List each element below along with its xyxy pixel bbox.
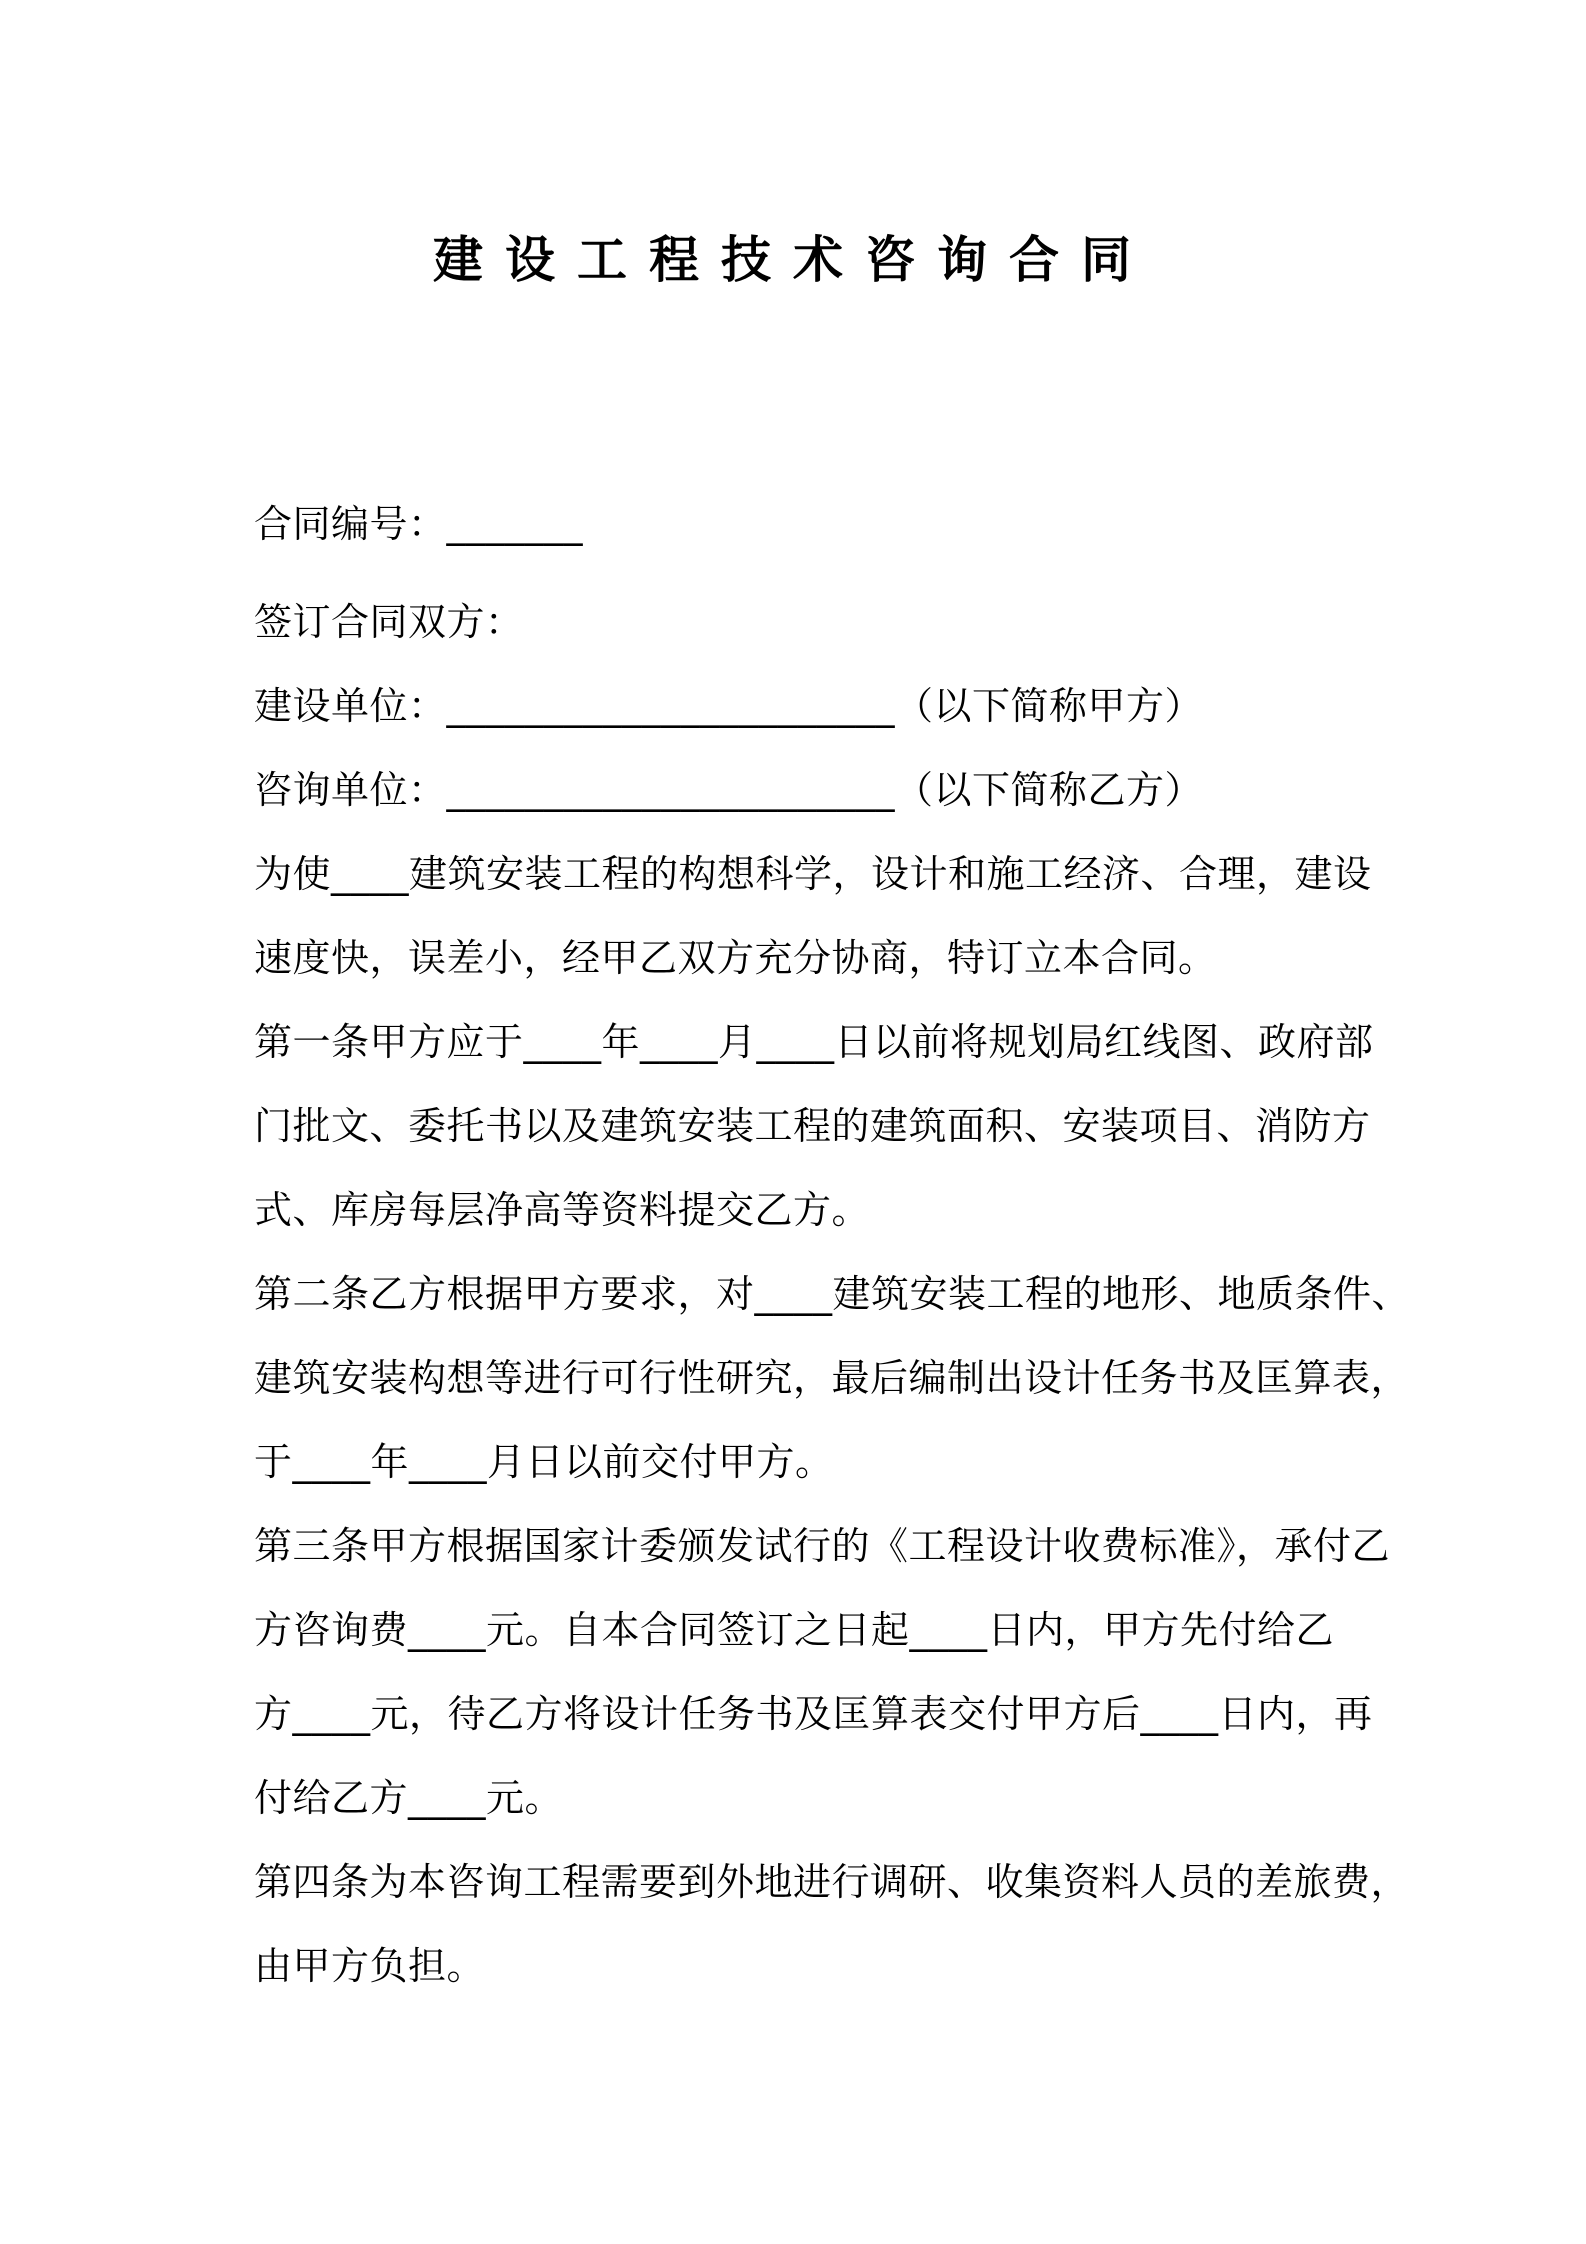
article-2-line-2: 建筑安装构想等进行可行性研究，最后编制出设计任务书及匡算表， — [254, 1356, 1410, 1400]
contract-number-line: 合同编号：_______ — [254, 502, 584, 546]
document-body — [254, 482, 1411, 2008]
article-4-line-2: 由甲方负担。 — [254, 1944, 486, 1988]
article-3-line-1: 第三条甲方根据国家计委颁发试行的《工程设计收费标准》，承付乙 — [254, 1524, 1391, 1568]
article-2-line-1: 第二条乙方根据甲方要求，对____建筑安装工程的地形、地质条件、 — [254, 1272, 1411, 1316]
party-b-line: 咨询单位：_______________________（以下简称乙方） — [254, 768, 1204, 812]
party-a-line: 建设单位：_______________________（以下简称甲方） — [254, 684, 1204, 728]
article-2-line-3: 于____年____月日以前交付甲方。 — [254, 1440, 834, 1484]
article-1-line-3: 式、库房每层净高等资料提交乙方。 — [254, 1188, 871, 1232]
article-3-line-2: 方咨询费____元。自本合同签订之日起____日内，甲方先付给乙 — [254, 1608, 1335, 1652]
preamble-line-1: 为使____建筑安装工程的构想科学，设计和施工经济、合理，建设 — [254, 852, 1372, 896]
article-1-line-1: 第一条甲方应于____年____月____日以前将规划局红线图、政府部 — [254, 1020, 1374, 1064]
article-1-line-2: 门批文、委托书以及建筑安装工程的建筑面积、安装项目、消防方 — [254, 1104, 1371, 1148]
article-3-line-4: 付给乙方____元。 — [254, 1776, 564, 1820]
article-4-line-1: 第四条为本咨询工程需要到外地进行调研、收集资料人员的差旅费， — [254, 1860, 1410, 1904]
article-3-line-3: 方____元，待乙方将设计任务书及匡算表交付甲方后____日内，再 — [254, 1692, 1373, 1736]
parties-heading: 签订合同双方： — [254, 600, 524, 644]
preamble-line-2: 速度快，误差小，经甲乙双方充分协商，特订立本合同。 — [254, 936, 1217, 980]
document-title: 建设工程技术咨询合同 — [433, 231, 1153, 289]
